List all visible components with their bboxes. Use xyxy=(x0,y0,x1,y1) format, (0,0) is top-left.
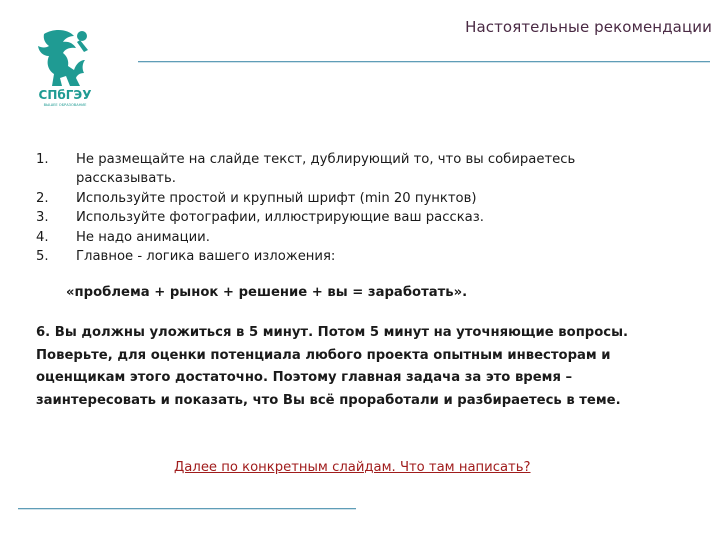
header-divider xyxy=(138,61,710,62)
list-item xyxy=(36,189,636,208)
list-item-text: Главное - логика вашего изложения: xyxy=(76,249,336,265)
formula-text: «проблема + рынок + решение + вы = заработать». xyxy=(66,285,468,300)
logo-text: СПбГЭУ xyxy=(38,88,92,102)
list-item-number: 1. xyxy=(36,152,49,167)
list-item-number: 3. xyxy=(36,210,49,226)
list-item xyxy=(36,247,636,266)
recommendations-list xyxy=(36,150,636,266)
griffin-emblem-icon xyxy=(30,26,100,108)
list-item xyxy=(36,228,636,247)
time-limit-paragraph xyxy=(36,322,676,412)
university-logo xyxy=(30,26,100,108)
paragraph-line: Поверьте, для оценки потенциала любого проекта опытным инвесторам и xyxy=(36,347,611,363)
list-item-number: 5. xyxy=(36,249,49,265)
list-item-text: Используйте простой и крупный шрифт (min 20 пунктов) xyxy=(76,190,477,206)
next-slides-link[interactable]: Далее по конкретным слайдам. Что там написать? xyxy=(174,460,531,475)
list-item-text: Не надо анимации. xyxy=(76,229,210,245)
list-item-number: 2. xyxy=(36,190,49,206)
list-item-text: Не размещайте на слайде текст, дублирующий то, что вы собираетесь рассказывать. xyxy=(76,152,576,187)
page-title: Настоятельные рекомендации xyxy=(465,18,712,36)
list-item-number: 4. xyxy=(36,229,49,245)
paragraph-line: заинтересовать и показать, что Вы всё проработали и разбираетесь в теме. xyxy=(36,392,621,408)
logo-subtext: ВЫШЕЕ ОБРАЗОВАНИЕ xyxy=(43,103,87,107)
list-item-text: Используйте фотографии, иллюстрирующие ваш рассказ. xyxy=(76,210,484,226)
paragraph-line: оценщикам этого достаточно. Поэтому главная задача за это время – xyxy=(36,370,573,385)
paragraph-line: 6. Вы должны уложиться в 5 минут. Потом 5 минут на уточняющие вопросы. xyxy=(36,325,629,340)
list-item xyxy=(36,150,636,189)
footer-divider xyxy=(18,508,356,509)
list-item xyxy=(36,208,636,227)
